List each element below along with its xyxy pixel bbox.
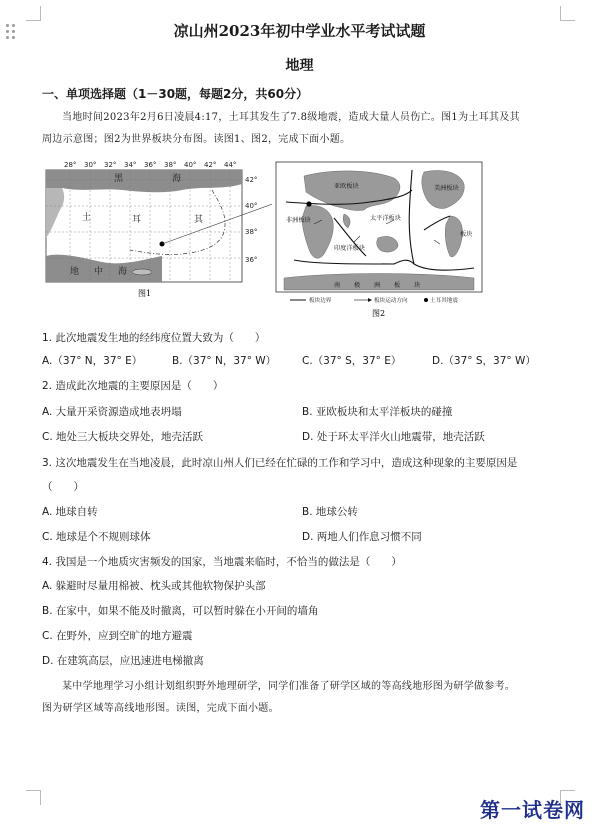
intro-line-1: 当地时间2023年2月6日凌晨4:17，土耳其发生了7.8级地震，造成大量人员伤亡。图1为土耳其及其	[62, 112, 520, 123]
q4-option-c[interactable]: C. 在野外，应到空旷的地方避震	[42, 630, 193, 642]
q3-option-c[interactable]: C. 地球是个不规则球体	[42, 531, 151, 543]
legend-boundary: 板块边界	[309, 298, 332, 304]
question-2-stem: 2. 造成此次地震的主要原因是（ ）	[42, 380, 224, 392]
figure-2-world-plates-map	[274, 160, 486, 320]
turkey-quake-marker	[306, 201, 311, 206]
plate-label: 板块	[460, 231, 473, 238]
q4-option-d[interactable]: D. 在建筑高层，应迅速进电梯撤离	[42, 655, 204, 667]
lon-label: 28°	[64, 161, 77, 169]
question-3-stem-cont: （ ）	[42, 481, 84, 493]
legend-motion: 板块运动方向	[374, 298, 408, 304]
plate-label: 块	[414, 282, 421, 289]
q3-option-a[interactable]: A. 地球自转	[42, 506, 98, 518]
q4-option-b[interactable]: B. 在家中，如果不能及时撤离，可以暂时躲在小开间的墙角	[42, 605, 319, 617]
plate-label: 印度洋板块	[334, 245, 365, 252]
plate-label: 极	[354, 282, 361, 289]
lat-label: 36°	[245, 256, 258, 264]
q1-option-b[interactable]: B.（37° N，37° W）	[172, 355, 277, 367]
lat-label: 38°	[245, 228, 258, 236]
lon-label: 38°	[164, 161, 177, 169]
cyprus-island	[132, 269, 152, 275]
section-heading: 一、单项选择题（1－30题，每题2分，共60分）	[42, 87, 309, 101]
lat-label: 40°	[245, 202, 258, 210]
lon-label: 32°	[104, 161, 117, 169]
legend-quake: 土耳其地震	[430, 298, 458, 304]
black-sea-label: 海	[172, 174, 182, 184]
plate-label: 亚欧板块	[334, 183, 359, 190]
q1-option-a[interactable]: A.（37° N，37° E）	[42, 355, 143, 367]
site-watermark-logo: 第一试卷网	[480, 798, 585, 822]
plate-label: 非洲板块	[286, 217, 311, 224]
q3-option-d[interactable]: D. 两地人们作息习惯不同	[302, 531, 422, 543]
crop-mark-top-left	[26, 6, 41, 21]
plate-label: 板	[394, 282, 401, 289]
q1-option-c[interactable]: C.（37° S，37° E）	[302, 355, 402, 367]
plate-label: 美洲板块	[434, 185, 459, 192]
lon-label: 44°	[224, 161, 237, 169]
q4-option-a[interactable]: A. 躲避时尽量用棉被、枕头或其他软物保护头部	[42, 580, 266, 592]
question-4-stem: 4. 我国是一个地质灾害频发的国家，当地震来临时，不恰当的做法是（ ）	[42, 556, 402, 568]
figure-2-caption: 图2	[372, 309, 386, 318]
lon-label: 40°	[184, 161, 197, 169]
q1-option-d[interactable]: D.（37° S，37° W）	[432, 355, 536, 367]
plate-label: 太平洋板块	[370, 215, 401, 222]
turkey-label: 土	[82, 213, 92, 223]
mediterranean-label: 海	[118, 267, 128, 277]
lon-label: 36°	[144, 161, 157, 169]
q2-option-b[interactable]: B. 亚欧板块和太平洋板块的碰撞	[302, 406, 453, 418]
plate-label: 南	[334, 282, 341, 289]
figure-1-turkey-map	[42, 160, 272, 302]
plate-label: 洲	[374, 282, 381, 289]
subject-title: 地理	[285, 58, 314, 74]
outro-paragraph	[42, 676, 558, 720]
mediterranean-label: 中	[94, 267, 104, 277]
lon-label: 30°	[84, 161, 97, 169]
intro-paragraph	[42, 107, 558, 151]
turkey-label: 其	[194, 215, 204, 225]
lat-label: 42°	[245, 176, 258, 184]
lon-label: 34°	[124, 161, 137, 169]
exam-title: 凉山州2023年初中学业水平考试试题	[173, 22, 426, 40]
crop-mark-top-right	[560, 6, 575, 21]
q3-option-b[interactable]: B. 地球公转	[302, 506, 358, 518]
q2-option-c[interactable]: C. 地处三大板块交界处，地壳活跃	[42, 431, 204, 443]
q2-option-d[interactable]: D. 处于环太平洋火山地震带，地壳活跃	[302, 431, 485, 443]
figure-1-caption: 图1	[138, 289, 152, 298]
crop-mark-bottom-left	[26, 790, 41, 805]
outro-line-1: 某中学地理学习小组计划组织野外地理研学，同学们准备了研学区域的等高线地形图为研学做参考。	[62, 681, 516, 692]
turkey-label: 耳	[132, 215, 142, 225]
lon-label: 42°	[204, 161, 217, 169]
question-1-stem: 1. 此次地震发生地的经纬度位置大致为（ ）	[42, 332, 266, 344]
question-3-stem: 3. 这次地震发生在当地凌晨，此时凉山州人们已经在忙碌的工作和学习中，造成这种现象的主要原因是	[42, 457, 518, 469]
outro-line-2: 图为研学区域等高线地形图。读图，完成下面小题。	[42, 703, 279, 714]
q2-option-a[interactable]: A. 大量开采资源造成地表坍塌	[42, 406, 182, 418]
mediterranean-label: 地	[70, 267, 80, 277]
black-sea-label: 黑	[114, 174, 124, 184]
intro-line-2: 周边示意图；图2为世界板块分布图。读图1、图2，完成下面小题。	[42, 134, 351, 145]
